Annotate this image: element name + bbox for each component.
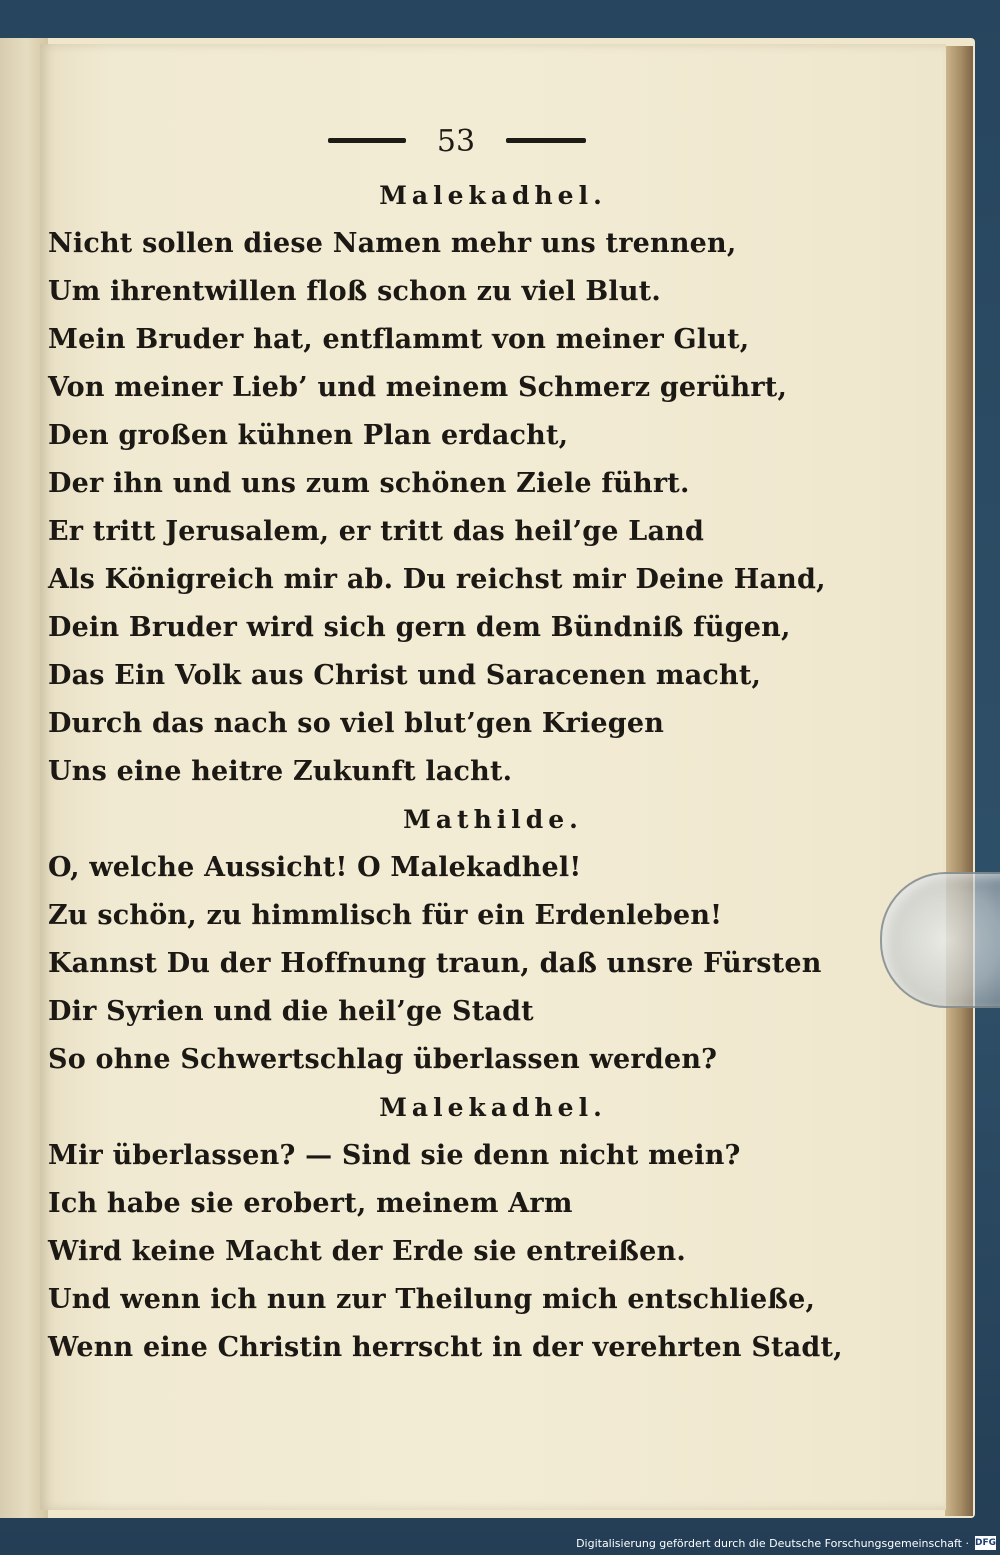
verse-line: Dein Bruder wird sich gern dem Bündniß fügen, — [48, 612, 791, 643]
verse-line: Zu schön, zu himmlisch für ein Erdenleben! — [48, 900, 723, 931]
verse-line: Wird keine Macht der Erde sie entreißen. — [48, 1236, 686, 1267]
speaker-name: Malekadhel. — [379, 1093, 607, 1122]
verse-line: Mir überlassen? — Sind sie denn nicht mein? — [48, 1140, 741, 1171]
verse-line: Der ihn und uns zum schönen Ziele führt. — [48, 468, 690, 499]
verse-line: Nicht sollen diese Namen mehr uns trennen, — [48, 228, 737, 259]
speaker-name: Mathilde. — [403, 805, 583, 834]
verse-line: Er tritt Jerusalem, er tritt das heil’ge Land — [48, 516, 705, 547]
credit-text: Digitalisierung gefördert durch die Deutsche Forschungsgemeinschaft · — [576, 1536, 969, 1550]
verse-line: Von meiner Lieb’ und meinem Schmerz gerührt, — [48, 372, 788, 403]
verse-line: Kannst Du der Hoffnung traun, daß unsre Fürsten — [48, 948, 822, 979]
digitization-credit — [576, 1534, 996, 1552]
verse-line: So ohne Schwertschlag überlassen werden? — [48, 1044, 718, 1075]
verse-line: Um ihrentwillen floß schon zu viel Blut. — [48, 276, 661, 307]
verse-line: Mein Bruder hat, entflammt von meiner Glut, — [48, 324, 750, 355]
page-holder-clip — [880, 872, 1000, 1008]
page-header — [40, 124, 946, 164]
verse-line: Wenn eine Christin herrscht in der verehrten Stadt, — [48, 1332, 843, 1363]
header-rule-right — [506, 138, 586, 143]
dfg-logo: DFG — [974, 1538, 996, 1548]
verse-line: Den großen kühnen Plan erdacht, — [48, 420, 569, 451]
speaker-name: Malekadhel. — [379, 181, 607, 210]
page-number: 53 — [436, 124, 476, 159]
verse-line: Als Königreich mir ab. Du reichst mir Deine Hand, — [48, 564, 826, 595]
header-rule-left — [328, 138, 406, 143]
verse-line: Durch das nach so viel blut’gen Kriegen — [48, 708, 665, 739]
verse-line: Dir Syrien und die heil’ge Stadt — [48, 996, 534, 1027]
verse-line: Ich habe sie erobert, meinem Arm — [48, 1188, 573, 1219]
page-stack-edge — [945, 46, 973, 1516]
verse-line: Das Ein Volk aus Christ und Saracenen macht, — [48, 660, 762, 691]
verse-line: Und wenn ich nun zur Theilung mich entschließe, — [48, 1284, 816, 1315]
book-page — [40, 44, 946, 1510]
verse-line: O, welche Aussicht! O Malekadhel! — [48, 852, 582, 883]
verse-line: Uns eine heitre Zukunft lacht. — [48, 756, 513, 787]
